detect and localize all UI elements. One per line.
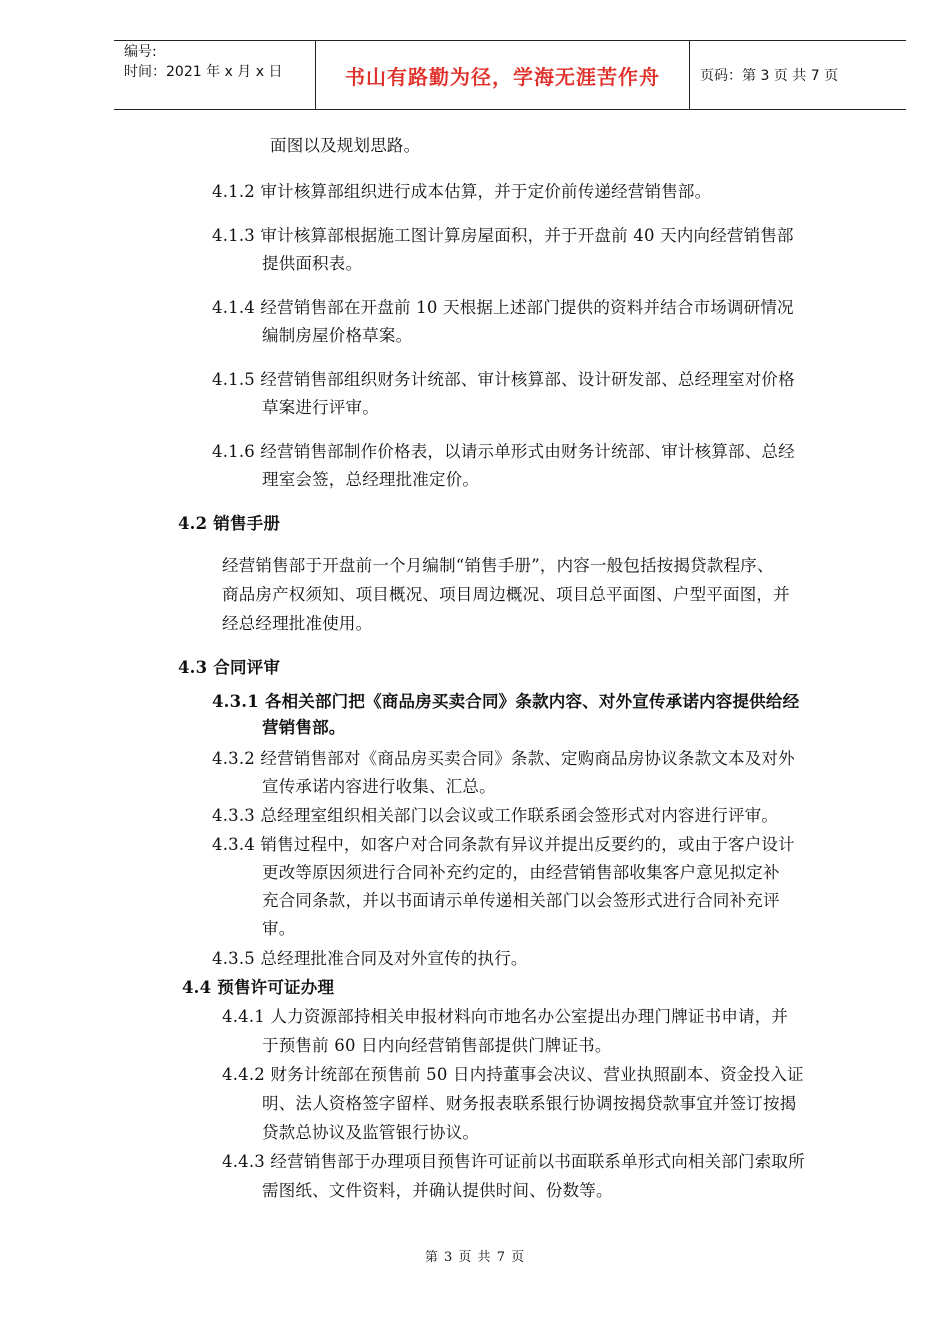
section-4-1-3: 4.1.3 审计核算部根据施工图计算房屋面积，并于开盘前 40 天内向经营销售部 xyxy=(212,226,794,245)
section-4-3-1: 4.3.1 各相关部门把《商品房买卖合同》条款内容、对外宣传承诺内容提供给经 xyxy=(212,692,800,711)
page-footer: 第 3 页 共 7 页 xyxy=(424,1250,526,1265)
section-4-4-2-cont-1: 明、法人资格签字留样、财务报表联系银行协调按揭贷款事宜并签订按揭 xyxy=(262,1094,797,1113)
section-4-1-3-cont: 提供面积表。 xyxy=(262,254,363,273)
section-4-3-1-cont: 营销售部。 xyxy=(262,718,346,737)
section-4-4-2-cont-2: 贷款总协议及监管银行协议。 xyxy=(262,1123,480,1142)
header-meta xyxy=(114,41,316,109)
section-4-1-4: 4.1.4 经营销售部在开盘前 10 天根据上述部门提供的资料并结合市场调研情况 xyxy=(212,298,794,317)
section-4-3-5: 4.3.5 总经理批准合同及对外宣传的执行。 xyxy=(212,949,528,968)
paragraph-4-2-line-1: 经营销售部于开盘前一个月编制“销售手册”，内容一般包括按揭贷款程序、 xyxy=(222,556,774,575)
section-4-3-4-cont-1: 更改等原因须进行合同补充约定的，由经营销售部收集客户意见拟定补 xyxy=(262,863,780,882)
page-header xyxy=(114,40,906,110)
section-4-3-3: 4.3.3 总经理室组织相关部门以会议或工作联系函会签形式对内容进行评审。 xyxy=(212,806,779,825)
paragraph-4-2-line-2: 商品房产权须知、项目概况、项目周边概况、项目总平面图、户型平面图，并 xyxy=(222,585,790,604)
heading-4-4: 4.4 预售许可证办理 xyxy=(182,978,335,997)
section-4-3-2: 4.3.2 经营销售部对《商品房买卖合同》条款、定购商品房协议条款文本及对外 xyxy=(212,749,795,768)
header-page-number: 页码：第 3 页 共 7 页 xyxy=(700,68,839,84)
section-4-1-5: 4.1.5 经营销售部组织财务计统部、审计核算部、设计研发部、总经理室对价格 xyxy=(212,370,795,389)
section-4-4-2: 4.4.2 财务计统部在预售前 50 日内持董事会决议、营业执照副本、资金投入证 xyxy=(222,1065,804,1084)
section-4-4-3-cont: 需图纸、文件资料，并确认提供时间、份数等。 xyxy=(262,1181,613,1200)
date-label: 时间：2021 年 x 月 x 日 xyxy=(124,64,283,80)
section-4-1-4-cont: 编制房屋价格草案。 xyxy=(262,326,413,345)
serial-number-label: 编号: xyxy=(124,44,157,60)
section-4-1-2: 4.1.2 审计核算部组织进行成本估算，并于定价前传递经营销售部。 xyxy=(212,182,712,201)
section-4-4-3: 4.4.3 经营销售部于办理项目预售许可证前以书面联系单形式向相关部门索取所 xyxy=(222,1152,805,1171)
heading-4-3: 4.3 合同评审 xyxy=(178,658,281,677)
section-4-1-6-cont: 理室会签，总经理批准定价。 xyxy=(262,470,480,489)
paragraph-4-2-line-3: 经总经理批准使用。 xyxy=(222,614,373,633)
section-4-3-2-cont: 宣传承诺内容进行收集、汇总。 xyxy=(262,777,496,796)
section-4-3-4-cont-3: 审。 xyxy=(262,919,296,938)
header-motto: 书山有路勤为径，学海无涯苦作舟 xyxy=(316,41,690,109)
section-4-1-6: 4.1.6 经营销售部制作价格表，以请示单形式由财务计统部、审计核算部、总经 xyxy=(212,442,795,461)
section-4-3-4: 4.3.4 销售过程中，如客户对合同条款有异议并提出反要约的，或由于客户设计 xyxy=(212,835,795,854)
heading-4-2: 4.2 销售手册 xyxy=(178,514,281,533)
section-4-4-1-cont: 于预售前 60 日内向经营销售部提供门牌证书。 xyxy=(262,1036,612,1055)
paragraph-line: 面图以及规划思路。 xyxy=(270,136,421,155)
section-4-3-4-cont-2: 充合同条款，并以书面请示单传递相关部门以会签形式进行合同补充评 xyxy=(262,891,780,910)
section-4-4-1: 4.4.1 人力资源部持相关申报材料向市地名办公室提出办理门牌证书申请，并 xyxy=(222,1007,789,1026)
section-4-1-5-cont: 草案进行评审。 xyxy=(262,398,379,417)
